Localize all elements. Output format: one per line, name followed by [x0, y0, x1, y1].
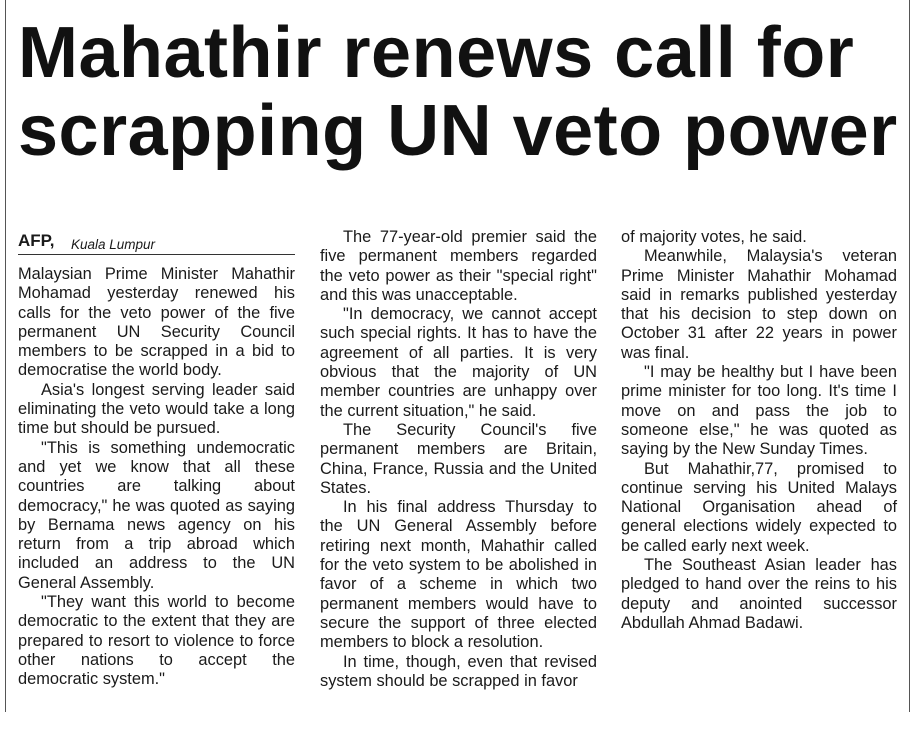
paragraph: In his final address Thursday to the UN General Assembly before retiring next month, Mahathir called for the veto system to be abolished in favor of a scheme in which two permanent members would have to secure the support of three elected members to block a resolution.	[320, 498, 597, 652]
byline-rule	[18, 254, 295, 255]
paragraph-continuation: of majority votes, he said.	[621, 228, 807, 246]
paragraph: "This is something undemocratic and yet we know that all these countries are talking about democracy," he was quoted as saying by Bernama news agency on his return from a trip abroad which included an address to the UN General Assembly.	[18, 438, 295, 592]
byline	[18, 228, 295, 254]
paragraph: The Security Council's five permanent members are Britain, China, France, Russia and the United States.	[320, 420, 597, 497]
byline-location: Kuala Lumpur	[71, 237, 156, 252]
right-border-rule	[909, 0, 910, 712]
paragraph: Asia's longest serving leader said eliminating the veto would take a long time but should be pursued.	[18, 380, 295, 438]
paragraph: But Mahathir,77, promised to continue serving his United Malays National Organisation ahead of general elections widely expected to be called early next week.	[621, 459, 897, 555]
left-border-rule	[5, 0, 6, 712]
byline-source: AFP,	[18, 231, 55, 250]
article-column-1	[18, 228, 295, 690]
paragraph: The 77-year-old premier said the five permanent members regarded the veto power as their "special right" and this was unacceptable.	[320, 228, 597, 304]
paragraph: In time, though, even that revised system should be scrapped in favor	[320, 652, 597, 690]
article-column-2	[320, 228, 597, 691]
paragraph: The Southeast Asian leader has pledged to hand over the reins to his deputy and anointed successor Abdullah Ahmad Badawi.	[621, 556, 897, 632]
headline-line-2: scrapping UN veto power	[18, 91, 898, 171]
paragraph: "I may be healthy but I have been prime minister for too long. It's time I move on and pass the job to someone else," he was quoted as saying by the New Sunday Times.	[621, 363, 897, 459]
headline	[18, 14, 908, 170]
headline-line-1: Mahathir renews call for	[18, 13, 855, 93]
paragraph: Malaysian Prime Minister Mahathir Mohamad yesterday renewed his calls for the veto power of the five permanent UN Security Council members to be scrapped in a bid to democratise the world body.	[18, 265, 295, 380]
paragraph: "In democracy, we cannot accept such special rights. It has to have the agreement of all parties. It is very obvious that the majority of UN member countries are unhappy over the current situation," he said.	[320, 305, 597, 420]
article-column-3	[621, 228, 897, 633]
paragraph: Meanwhile, Malaysia's veteran Prime Minister Mahathir Mohamad said in remarks published yesterday that his decision to step down on October 31 after 22 years in power was final.	[621, 247, 897, 362]
paragraph: "They want this world to become democratic to the extent that they are prepared to resort to violence to force other nations to accept the democratic system."	[18, 593, 295, 689]
